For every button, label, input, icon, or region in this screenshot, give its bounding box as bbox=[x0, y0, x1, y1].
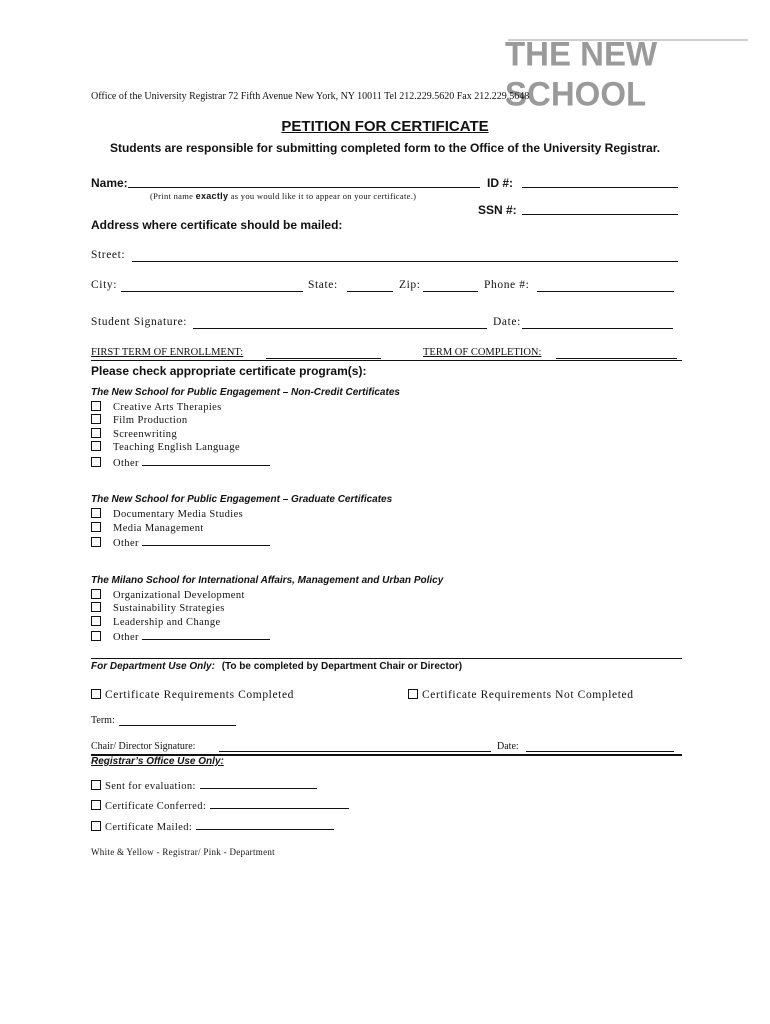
print-note-pre: (Print name bbox=[150, 191, 194, 201]
registrar-heading: Registrar’s Office Use Only: bbox=[91, 756, 224, 767]
first-term-label: FIRST TERM OF ENROLLMENT: bbox=[91, 347, 244, 358]
checkbox-item[interactable] bbox=[91, 629, 270, 643]
divider bbox=[91, 360, 682, 361]
street-label: Street: bbox=[91, 249, 126, 261]
checkbox-label: Teaching English Language bbox=[113, 442, 241, 453]
checkbox-icon[interactable] bbox=[91, 522, 101, 532]
checkbox-label: Other bbox=[113, 538, 139, 549]
checkbox-icon[interactable] bbox=[91, 537, 101, 547]
certificate-conferred-option[interactable] bbox=[91, 798, 349, 812]
sent-evaluation-option[interactable] bbox=[91, 778, 317, 792]
department-heading-row bbox=[91, 661, 462, 672]
checkbox-item[interactable] bbox=[91, 522, 204, 534]
phone-field[interactable] bbox=[537, 279, 674, 292]
other-field[interactable] bbox=[142, 455, 270, 466]
print-note-post: as you would like it to appear on your certificate.) bbox=[230, 191, 417, 201]
student-date-label: Date: bbox=[493, 316, 521, 328]
checkbox-label: Media Management bbox=[113, 523, 204, 534]
ssn-label: SSN #: bbox=[478, 203, 517, 217]
checkbox-icon[interactable] bbox=[91, 428, 101, 438]
chair-signature-label: Chair/ Director Signature: bbox=[91, 741, 196, 752]
checkbox-item[interactable] bbox=[91, 441, 240, 453]
chair-signature-field[interactable] bbox=[219, 741, 491, 752]
checkbox-item[interactable] bbox=[91, 414, 188, 426]
id-field[interactable] bbox=[522, 176, 678, 188]
checkbox-label: Other bbox=[113, 632, 139, 643]
page-subtitle: Students are responsible for submitting completed form to the Office of the University Registrar. bbox=[109, 141, 661, 155]
checkbox-icon[interactable] bbox=[91, 631, 101, 641]
section-title-graduate: The New School for Public Engagement – Graduate Certificates bbox=[91, 494, 393, 505]
section-title-noncredit: The New School for Public Engagement – Non-Credit Certificates bbox=[91, 387, 400, 398]
checkbox-icon[interactable] bbox=[91, 401, 101, 411]
completion-term-label: TERM OF COMPLETION: bbox=[423, 347, 542, 358]
ssn-field[interactable] bbox=[522, 203, 678, 215]
checkbox-label: Creative Arts Therapies bbox=[113, 402, 222, 413]
checkbox-item[interactable] bbox=[91, 589, 245, 601]
certificate-mailed-field[interactable] bbox=[196, 819, 334, 830]
certificate-conferred-field[interactable] bbox=[210, 798, 349, 809]
checkbox-icon[interactable] bbox=[91, 616, 101, 626]
req-completed-option[interactable] bbox=[91, 689, 294, 701]
req-not-completed-label: Certificate Requirements Not Completed bbox=[422, 689, 634, 701]
checkbox-item[interactable] bbox=[91, 616, 221, 628]
checkbox-icon[interactable] bbox=[91, 780, 101, 790]
checkbox-item[interactable] bbox=[91, 535, 270, 549]
req-completed-label: Certificate Requirements Completed bbox=[105, 689, 295, 701]
checkbox-icon[interactable] bbox=[91, 602, 101, 612]
checkbox-label: Other bbox=[113, 458, 139, 469]
city-field[interactable] bbox=[121, 279, 303, 292]
first-term-field[interactable] bbox=[266, 347, 381, 359]
checkbox-icon[interactable] bbox=[91, 457, 101, 467]
department-heading-note: (To be completed by Department Chair or Director) bbox=[221, 661, 463, 672]
page-title: PETITION FOR CERTIFICATE bbox=[281, 118, 489, 135]
checkbox-label: Film Production bbox=[113, 415, 188, 426]
programs-heading: Please check appropriate certificate program(s): bbox=[91, 364, 367, 378]
checkbox-icon[interactable] bbox=[91, 508, 101, 518]
checkbox-label: Documentary Media Studies bbox=[113, 509, 244, 520]
checkbox-icon[interactable] bbox=[91, 589, 101, 599]
section-title-milano: The Milano School for International Affairs, Management and Urban Policy bbox=[91, 575, 444, 586]
print-name-note bbox=[150, 191, 416, 201]
req-not-completed-option[interactable] bbox=[408, 689, 634, 701]
student-signature-field[interactable] bbox=[193, 316, 487, 329]
sent-evaluation-label: Sent for evaluation: bbox=[105, 781, 196, 792]
checkbox-icon[interactable] bbox=[408, 689, 418, 699]
dept-term-field[interactable] bbox=[119, 715, 236, 726]
checkbox-icon[interactable] bbox=[91, 689, 101, 699]
checkbox-item[interactable] bbox=[91, 401, 222, 413]
dept-term-label: Term: bbox=[91, 715, 115, 726]
other-field[interactable] bbox=[142, 535, 270, 546]
street-field[interactable] bbox=[132, 249, 678, 262]
checkbox-label: Sustainability Strategies bbox=[113, 603, 225, 614]
checkbox-icon[interactable] bbox=[91, 441, 101, 451]
phone-label: Phone #: bbox=[484, 279, 530, 291]
other-field[interactable] bbox=[142, 629, 270, 640]
checkbox-item[interactable] bbox=[91, 602, 225, 614]
sent-evaluation-field[interactable] bbox=[200, 778, 317, 789]
registrar-address: Office of the University Registrar 72 Fifth Avenue New York, NY 10011 Tel 212.229.5620 Fax 212.229.5648 bbox=[91, 91, 530, 102]
state-field[interactable] bbox=[347, 279, 393, 292]
print-note-bold: exactly bbox=[195, 191, 229, 201]
divider bbox=[91, 658, 682, 659]
zip-field[interactable] bbox=[423, 279, 478, 292]
id-label: ID #: bbox=[487, 176, 514, 190]
certificate-mailed-label: Certificate Mailed: bbox=[105, 822, 193, 833]
name-label: Name: bbox=[91, 176, 128, 190]
chair-date-label: Date: bbox=[497, 741, 519, 752]
state-label: State: bbox=[308, 279, 338, 291]
checkbox-label: Leadership and Change bbox=[113, 617, 221, 628]
copy-distribution-footer: White & Yellow - Registrar/ Pink - Department bbox=[91, 847, 275, 857]
zip-label: Zip: bbox=[399, 279, 421, 291]
department-heading: For Department Use Only: bbox=[91, 661, 215, 672]
completion-term-field[interactable] bbox=[556, 347, 677, 359]
checkbox-icon[interactable] bbox=[91, 800, 101, 810]
certificate-conferred-label: Certificate Conferred: bbox=[105, 801, 207, 812]
checkbox-item[interactable] bbox=[91, 428, 177, 440]
name-field[interactable] bbox=[128, 176, 480, 188]
checkbox-label: Organizational Development bbox=[113, 590, 245, 601]
checkbox-icon[interactable] bbox=[91, 821, 101, 831]
checkbox-label: Screenwriting bbox=[113, 429, 178, 440]
checkbox-item[interactable] bbox=[91, 455, 270, 469]
new-school-logo: THE NEW SCHOOL bbox=[505, 34, 658, 113]
checkbox-item[interactable] bbox=[91, 508, 243, 520]
student-date-field[interactable] bbox=[522, 316, 673, 329]
student-signature-label: Student Signature: bbox=[91, 316, 188, 328]
certificate-mailed-option[interactable] bbox=[91, 819, 334, 833]
chair-date-field[interactable] bbox=[526, 741, 674, 752]
checkbox-icon[interactable] bbox=[91, 414, 101, 424]
mailing-address-heading: Address where certificate should be mailed: bbox=[91, 218, 343, 232]
city-label: City: bbox=[91, 279, 118, 291]
